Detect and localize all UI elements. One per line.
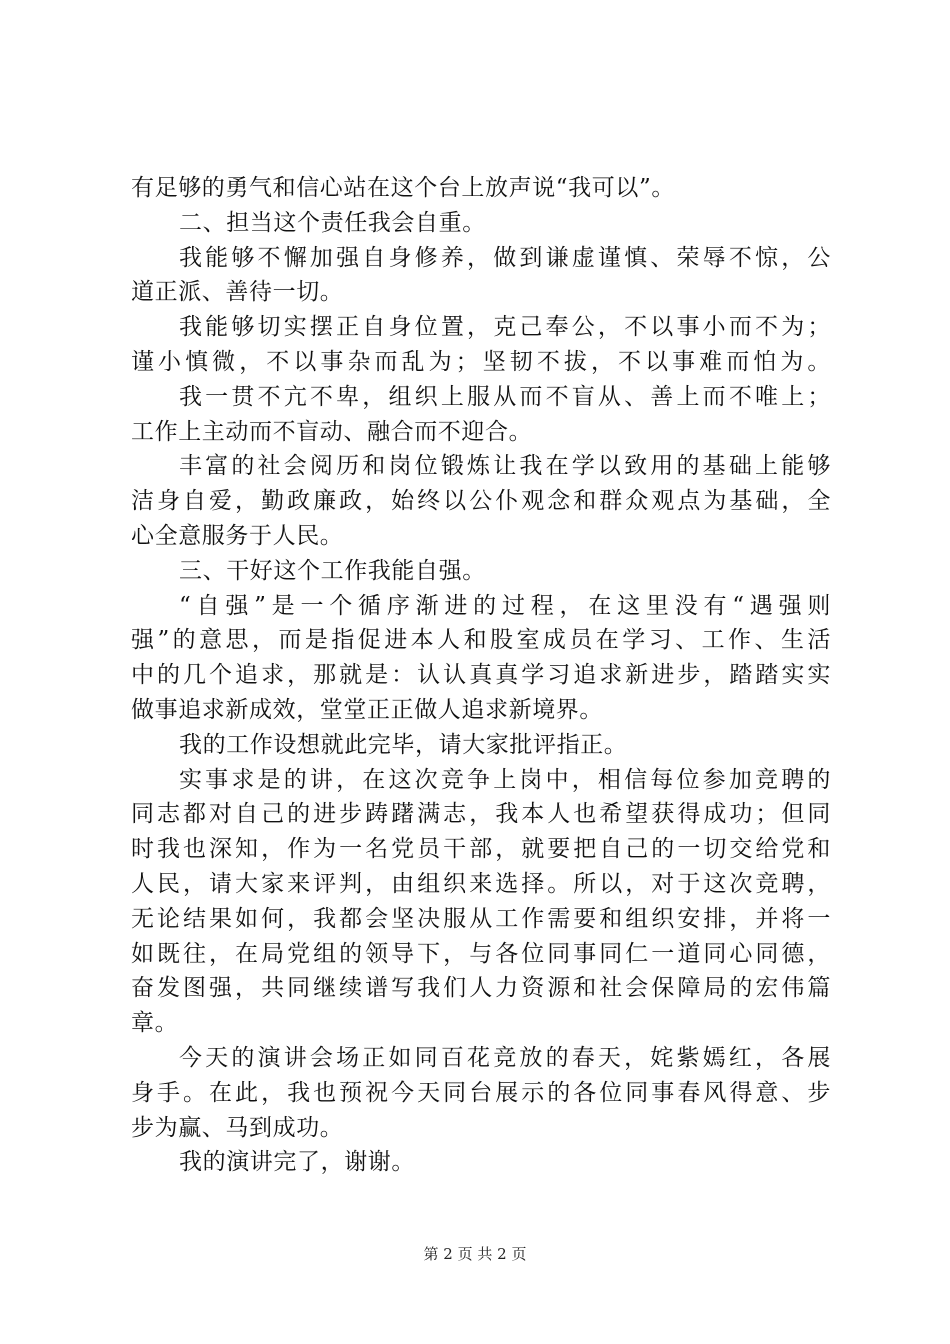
text-line: 如既往，在局党组的领导下，与各位同事同仁一道同心同德，: [131, 940, 831, 967]
text-line: 我能够不懈加强自身修养，做到谦虚谨慎、荣辱不惊，公: [179, 244, 831, 271]
text-line: 步为赢、马到成功。: [131, 1114, 344, 1141]
text-line: 我的工作设想就此完毕，请大家批评指正。: [179, 731, 628, 758]
text-line: 时我也深知，作为一名党员干部，就要把自己的一切交给党和: [131, 836, 831, 863]
text-line: 同志都对自己的进步踌躇满志，我本人也希望获得成功；但同: [131, 801, 831, 828]
text-line: 我一贯不亢不卑，组织上服从而不盲从、善上而不唯上；: [179, 383, 831, 410]
text-line: 人民，请大家来评判，由组织来选择。所以，对于这次竞聘，: [131, 870, 831, 897]
page-footer: [0, 1243, 950, 1264]
text-line: 洁身自爱，勤政廉政，始终以公仆观念和群众观点为基础，全: [131, 488, 831, 515]
text-line: 我能够切实摆正自身位置，克己奉公，不以事小而不为；: [179, 314, 831, 341]
page-number-label: 第 2 页 共 2 页: [423, 1245, 527, 1263]
text-line: 身手。在此，我也预祝今天同台展示的各位同事春风得意、步: [131, 1079, 831, 1106]
text-line: 中的几个追求，那就是：认认真真学习追求新进步，踏踏实实: [131, 662, 831, 689]
text-line: 做事追求新成效，堂堂正正做人追求新境界。: [131, 696, 603, 723]
text-line: 谨小慎微，不以事杂而乱为；坚韧不拔，不以事难而怕为。: [131, 348, 831, 375]
text-line: 心全意服务于人民。: [131, 522, 344, 549]
text-line: 章。: [131, 1010, 179, 1037]
text-line: 有足够的勇气和信心站在这个台上放声说“我可以”。: [131, 175, 675, 201]
text-line: 道正派、善待一切。: [131, 279, 344, 306]
document-body: [131, 171, 831, 1180]
text-line: 实事求是的讲，在这次竞争上岗中，相信每位参加竞聘的: [179, 766, 831, 793]
text-line: 丰富的社会阅历和岗位锻炼让我在学以致用的基础上能够: [179, 453, 831, 480]
text-line: 我的演讲完了，谢谢。: [179, 1149, 415, 1176]
text-line: 工作上主动而不盲动、融合而不迎合。: [131, 418, 533, 445]
text-line: 无论结果如何，我都会坚决服从工作需要和组织安排，并将一: [131, 905, 831, 932]
text-line: 三、干好这个工作我能自强。: [179, 557, 486, 584]
text-line: 奋发图强，共同继续谱写我们人力资源和社会保障局的宏伟篇: [131, 975, 831, 1002]
text-line: 今天的演讲会场正如同百花竞放的春天，姹紫嫣红，各展: [179, 1044, 831, 1071]
text-line: “自强”是一个循序渐进的过程，在这里没有“遇强则: [179, 592, 831, 619]
text-line: 强”的意思，而是指促进本人和股室成员在学习、工作、生活: [131, 627, 831, 654]
text-line: 二、担当这个责任我会自重。: [179, 209, 486, 236]
